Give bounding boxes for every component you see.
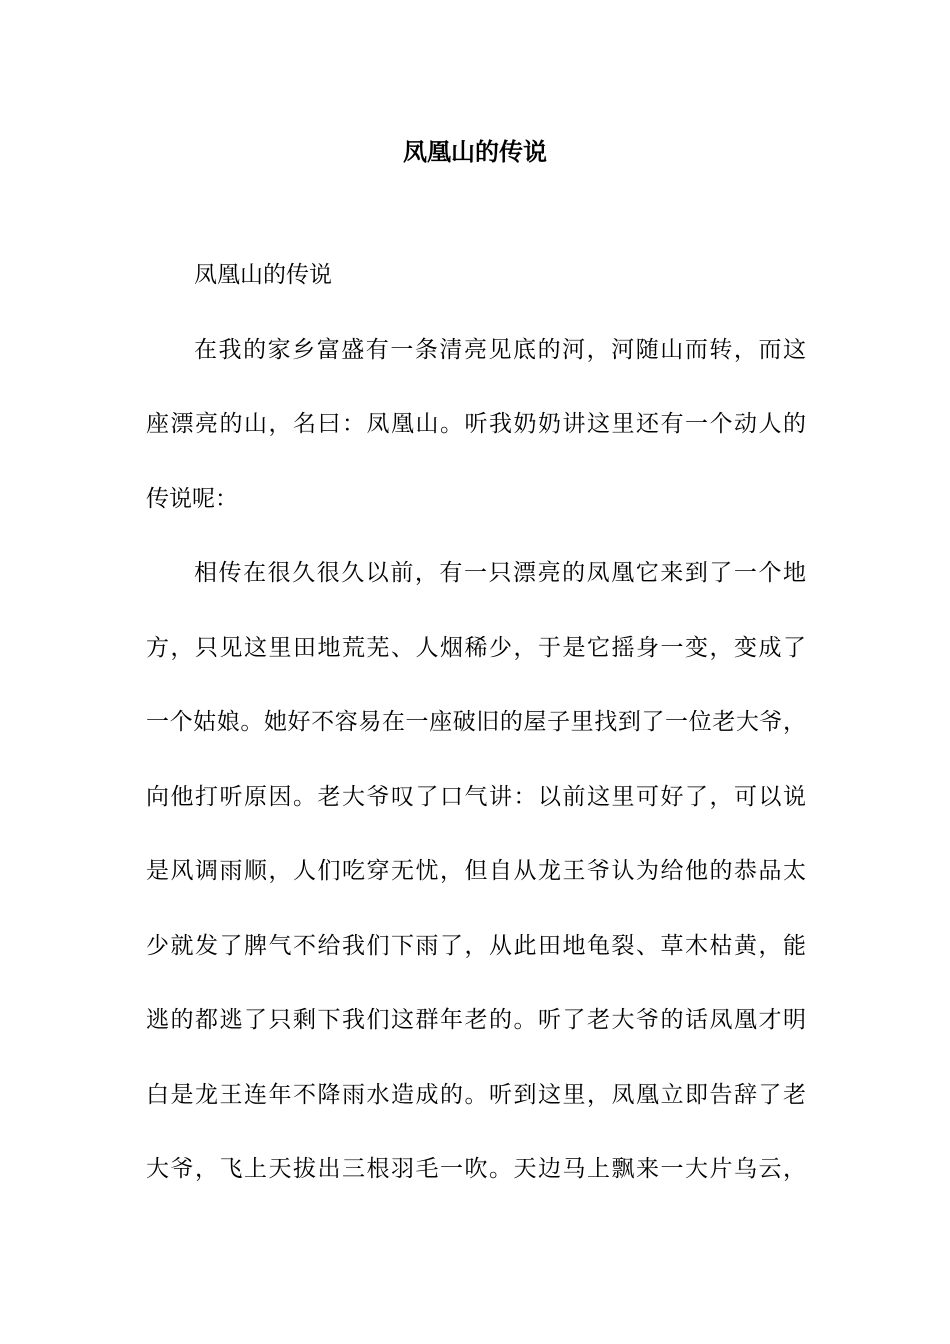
text-line: 白是龙王连年不降雨水造成的。听到这里，凤凰立即告辞了老 — [146, 1081, 806, 1108]
document-body — [146, 255, 806, 1224]
text-line: 座漂亮的山，名曰：凤凰山。听我奶奶讲这里还有一个动人的 — [146, 411, 806, 437]
text-line: 逃的都逃了只剩下我们这群年老的。听了老大爷的话凤凰才明 — [146, 1007, 806, 1033]
text-line: 相传在很久很久以前，有一只漂亮的凤凰它来到了一个地 — [194, 560, 806, 586]
text-line: 少就发了脾气不给我们下雨了，从此田地龟裂、草木枯黄，能 — [146, 932, 806, 959]
text-line: 在我的家乡富盛有一条清亮见底的河，河随山而转，而这 — [194, 336, 806, 363]
paragraph-heading: 凤凰山的传说 — [194, 262, 332, 288]
text-line: 一个姑娘。她好不容易在一座破旧的屋子里找到了一位老大爷， — [146, 709, 806, 735]
text-line: 大爷，飞上天拔出三根羽毛一吹。天边马上飘来一大片乌云， — [146, 1156, 806, 1182]
text-line: 是风调雨顺，人们吃穿无忧，但自从龙王爷认为给他的恭品太 — [146, 858, 806, 884]
text-line: 传说呢： — [146, 485, 238, 512]
document-title: 凤凰山的传说 — [403, 137, 547, 166]
text-line: 向他打听原因。老大爷叹了口气讲：以前这里可好了，可以说 — [146, 783, 806, 810]
text-line: 方，只见这里田地荒芜、人烟稀少，于是它摇身一变，变成了 — [146, 634, 806, 661]
